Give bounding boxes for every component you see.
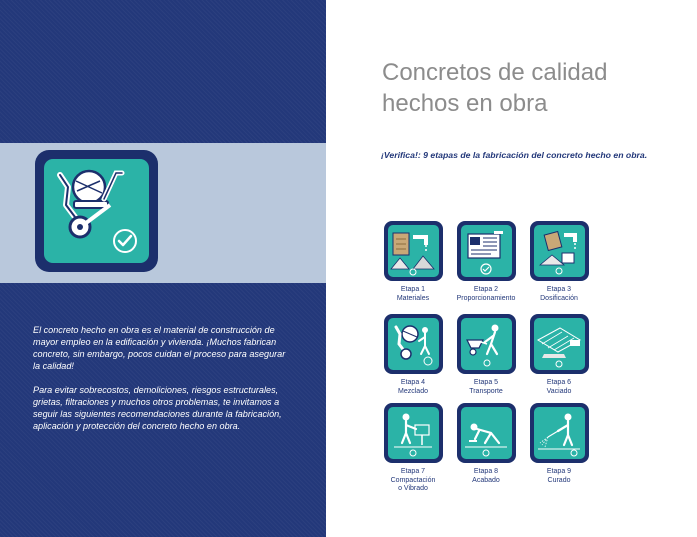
curing-icon bbox=[534, 407, 585, 459]
step-7 bbox=[375, 403, 451, 494]
step-tile-2 bbox=[457, 221, 516, 281]
step-7-name: Compactación bbox=[390, 476, 436, 484]
step-7-name-line2: o Vibrado bbox=[398, 485, 428, 492]
pouring-icon bbox=[534, 318, 585, 370]
title-line-2: hechos en obra bbox=[382, 90, 548, 117]
step-tile-1 bbox=[384, 221, 443, 281]
step-1 bbox=[375, 221, 451, 303]
title-line-1: Concretos de calidad bbox=[382, 59, 608, 86]
step-3-stage: Etapa 3 bbox=[546, 286, 572, 293]
step-tile-6 bbox=[530, 314, 589, 374]
concrete-mixer-icon bbox=[44, 159, 149, 263]
hero-tile bbox=[35, 150, 158, 272]
step-4-stage: Etapa 4 bbox=[400, 379, 426, 386]
step-2-name: Proporcionamiento bbox=[456, 294, 516, 302]
step-tile-7 bbox=[384, 403, 443, 463]
step-8-stage: Etapa 8 bbox=[473, 468, 499, 475]
step-3 bbox=[521, 221, 597, 303]
step-8 bbox=[448, 403, 524, 485]
step-6 bbox=[521, 314, 597, 396]
wheelbarrow-icon bbox=[461, 318, 512, 370]
mixing-icon bbox=[388, 318, 439, 370]
step-7-stage: Etapa 7 bbox=[400, 468, 426, 475]
step-2-stage: Etapa 2 bbox=[473, 286, 499, 293]
step-tile-3 bbox=[530, 221, 589, 281]
step-5-stage: Etapa 5 bbox=[473, 379, 499, 386]
step-1-stage: Etapa 1 bbox=[400, 286, 426, 293]
step-9-name: Curado bbox=[547, 476, 571, 484]
proportioning-icon bbox=[461, 225, 512, 277]
step-9 bbox=[521, 403, 597, 485]
step-2 bbox=[448, 221, 524, 303]
step-1-name: Materiales bbox=[396, 294, 430, 302]
intro-paragraph-1: El concreto hecho en obra es el material de construcción de mayor empleo en la edificación y vivienda. ¡Muchos fabrican concreto, sin embargo, pocos cuidan el proceso para asegurar la calidad! bbox=[33, 325, 286, 371]
steps-grid bbox=[375, 221, 603, 511]
step-5-name: Transporte bbox=[469, 387, 503, 395]
materials-icon bbox=[388, 225, 439, 277]
step-tile-9 bbox=[530, 403, 589, 463]
dosing-icon bbox=[534, 225, 585, 277]
intro-paragraph-2: Para evitar sobrecostos, demoliciones, riesgos estructurales, grietas, filtraciones y muchos otros problemas, te invitamos a seguir las siguientes recomendaciones durante la fabricación, aplicación y protección del concreto hecho en obra. bbox=[33, 385, 282, 431]
step-3-name: Dosificación bbox=[540, 294, 578, 302]
vibrating-icon bbox=[388, 407, 439, 459]
step-5 bbox=[448, 314, 524, 396]
step-tile-8 bbox=[457, 403, 516, 463]
page-title bbox=[382, 57, 607, 119]
page-subtitle: ¡Verifica!: 9 etapas de la fabricación del concreto hecho en obra. bbox=[381, 150, 648, 160]
step-8-name: Acabado bbox=[472, 476, 500, 484]
step-9-stage: Etapa 9 bbox=[546, 468, 572, 475]
finishing-icon bbox=[461, 407, 512, 459]
step-6-stage: Etapa 6 bbox=[546, 379, 572, 386]
intro-text bbox=[33, 324, 293, 444]
step-4-name: Mezclado bbox=[398, 387, 428, 395]
step-tile-4 bbox=[384, 314, 443, 374]
step-6-name: Vaciado bbox=[546, 387, 572, 395]
step-tile-5 bbox=[457, 314, 516, 374]
step-4 bbox=[375, 314, 451, 396]
